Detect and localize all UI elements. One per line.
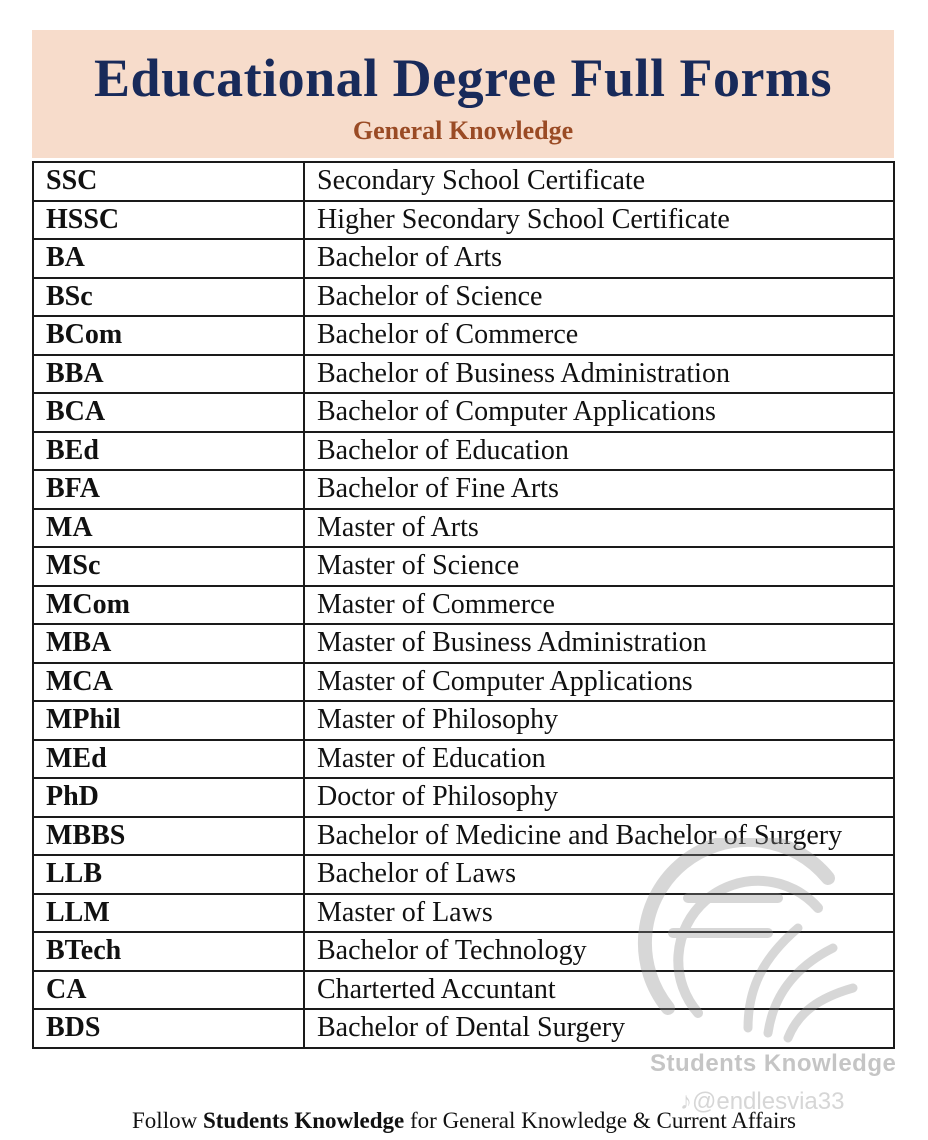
degree-full-form: Master of Education [304,740,894,779]
table-row [33,547,894,586]
degree-abbreviation: MA [33,509,304,548]
degree-full-form: Master of Laws [304,894,894,933]
degree-table-body [33,162,894,1048]
degree-abbreviation: BEd [33,432,304,471]
degree-full-form: Secondary School Certificate [304,162,894,201]
degree-full-form: Master of Philosophy [304,701,894,740]
degree-abbreviation: LLB [33,855,304,894]
degree-abbreviation: BFA [33,470,304,509]
degree-full-form: Bachelor of Dental Surgery [304,1009,894,1048]
page-title: Educational Degree Full Forms [94,48,832,108]
degree-abbreviation: MSc [33,547,304,586]
degree-abbreviation: MCom [33,586,304,625]
degree-full-form: Bachelor of Computer Applications [304,393,894,432]
table-row [33,663,894,702]
table-row [33,701,894,740]
degree-abbreviation: MEd [33,740,304,779]
degree-abbreviation: BBA [33,355,304,394]
degree-full-form: Master of Arts [304,509,894,548]
table-row [33,740,894,779]
table-row [33,239,894,278]
degree-full-form: Bachelor of Commerce [304,316,894,355]
degree-full-form: Bachelor of Science [304,278,894,317]
table-row [33,894,894,933]
degree-full-form: Bachelor of Education [304,432,894,471]
degree-abbreviation: BSc [33,278,304,317]
degree-abbreviation: LLM [33,894,304,933]
watermark-text: Students Knowledge [650,1050,897,1077]
degree-abbreviation: MBBS [33,817,304,856]
table-row [33,470,894,509]
table-row [33,624,894,663]
degree-abbreviation: BDS [33,1009,304,1048]
table-row [33,586,894,625]
table-row [33,355,894,394]
page-subtitle: General Knowledge [352,116,574,145]
degree-full-form: Bachelor of Laws [304,855,894,894]
table-row [33,509,894,548]
degree-abbreviation: BA [33,239,304,278]
degree-table [32,161,895,1049]
footer-note [0,1106,928,1136]
degree-abbreviation: BTech [33,932,304,971]
degree-full-form: Bachelor of Arts [304,239,894,278]
footer-prefix: Follow [132,1108,203,1133]
table-row [33,162,894,201]
degree-abbreviation: HSSC [33,201,304,240]
degree-abbreviation: MBA [33,624,304,663]
degree-full-form: Bachelor of Medicine and Bachelor of Surgery [304,817,894,856]
degree-abbreviation: PhD [33,778,304,817]
table-row [33,201,894,240]
degree-full-form: Doctor of Philosophy [304,778,894,817]
header-banner [32,30,894,158]
degree-abbreviation: MPhil [33,701,304,740]
degree-full-form: Master of Commerce [304,586,894,625]
degree-full-form: Higher Secondary School Certificate [304,201,894,240]
degree-abbreviation: MCA [33,663,304,702]
table-row [33,932,894,971]
table-row [33,778,894,817]
degree-full-form: Master of Science [304,547,894,586]
footer-brand: Students Knowledge [202,1108,405,1133]
table-row [33,1009,894,1048]
degree-abbreviation: SSC [33,162,304,201]
footer-suffix: for General Knowledge & Current Affairs [404,1108,796,1133]
degree-abbreviation: BCA [33,393,304,432]
table-row [33,278,894,317]
degree-full-form: Bachelor of Technology [304,932,894,971]
tiktok-note-icon: ♪ [680,1088,692,1115]
degree-full-form: Charterted Accuntant [304,971,894,1010]
table-row [33,393,894,432]
degree-full-form: Master of Computer Applications [304,663,894,702]
degree-full-form: Bachelor of Business Administration [304,355,894,394]
table-row [33,817,894,856]
degree-full-form: Master of Business Administration [304,624,894,663]
degree-full-form: Bachelor of Fine Arts [304,470,894,509]
degree-abbreviation: BCom [33,316,304,355]
tiktok-handle-text: @endlesvia33 [692,1088,845,1115]
table-row [33,316,894,355]
table-row [33,971,894,1010]
degree-abbreviation: CA [33,971,304,1010]
table-row [33,432,894,471]
table-row [33,855,894,894]
